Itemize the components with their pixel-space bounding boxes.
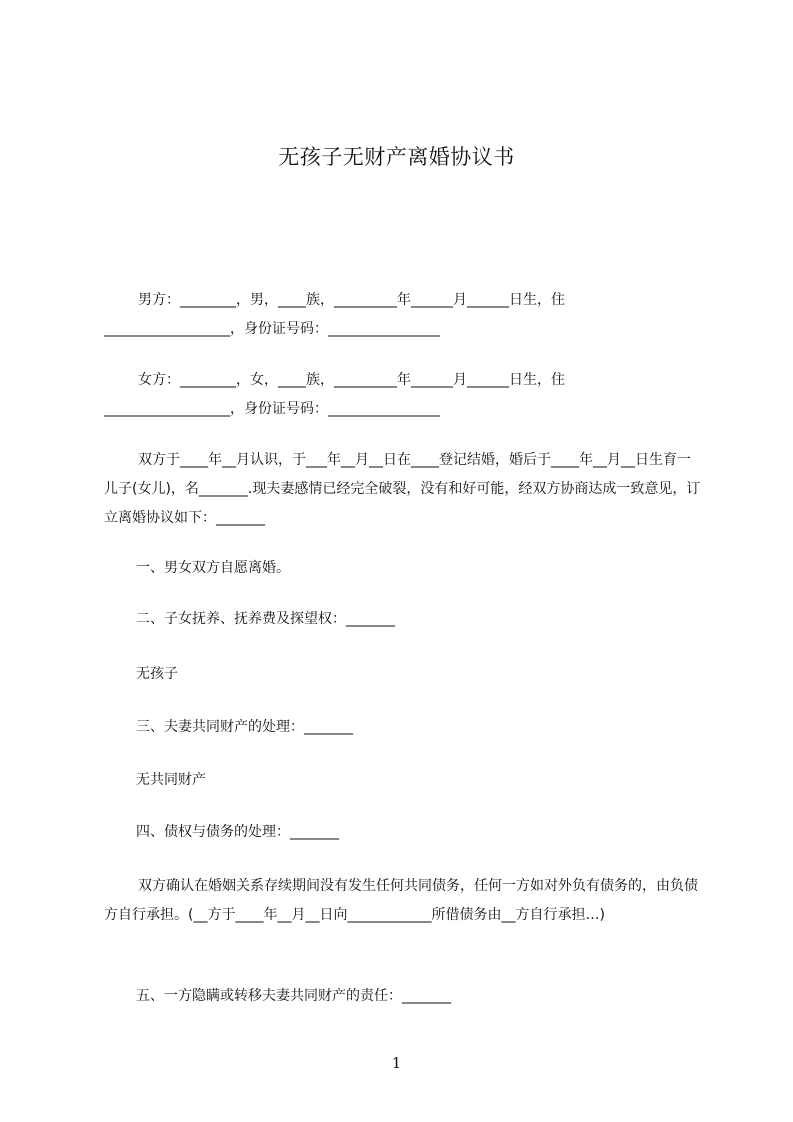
section-4-heading: 四、债权与债务的处理：_______ (136, 824, 339, 840)
document-title: 无孩子无财产离婚协议书 (278, 145, 515, 169)
page-number: 1 (391, 1054, 402, 1072)
section-5-heading: 五、一方隐瞒或转移夫妻共同财产的责任：_______ (136, 988, 451, 1004)
section-3-heading: 三、夫妻共同财产的处理：_______ (136, 719, 353, 735)
male-party-paragraph: 男方：________，男，____族，_________年______月______日生，住__________________，身份证号码：________________ (104, 292, 565, 337)
section-2-content: 无孩子 (136, 666, 178, 682)
section-4-content: 双方确认在婚姻关系存续期间没有发生任何共同债务，任何一方如对外负有债务的，由负债方自行承担。(__方于____年__月__日向____________所借债务由__方自行承担…) (104, 878, 698, 923)
intro-paragraph: 双方于____年__月认识，于___年__月__日在____登记结婚，婚后于____年__月__日生育一儿子(女儿)，名_______.现夫妻感情已经完全破裂，没有和好可能，经双方协商达成一致意见，订立离婚协议如下：_______ (104, 452, 701, 526)
female-party-paragraph: 女方：________，女，____族，_________年______月______日生，住__________________，身份证号码：________________ (104, 372, 565, 417)
section-3-content: 无共同财产 (136, 772, 206, 788)
section-2-heading: 二、子女抚养、抚养费及探望权：_______ (136, 611, 395, 627)
section-1-heading: 一、男女双方自愿离婚。 (136, 560, 290, 576)
